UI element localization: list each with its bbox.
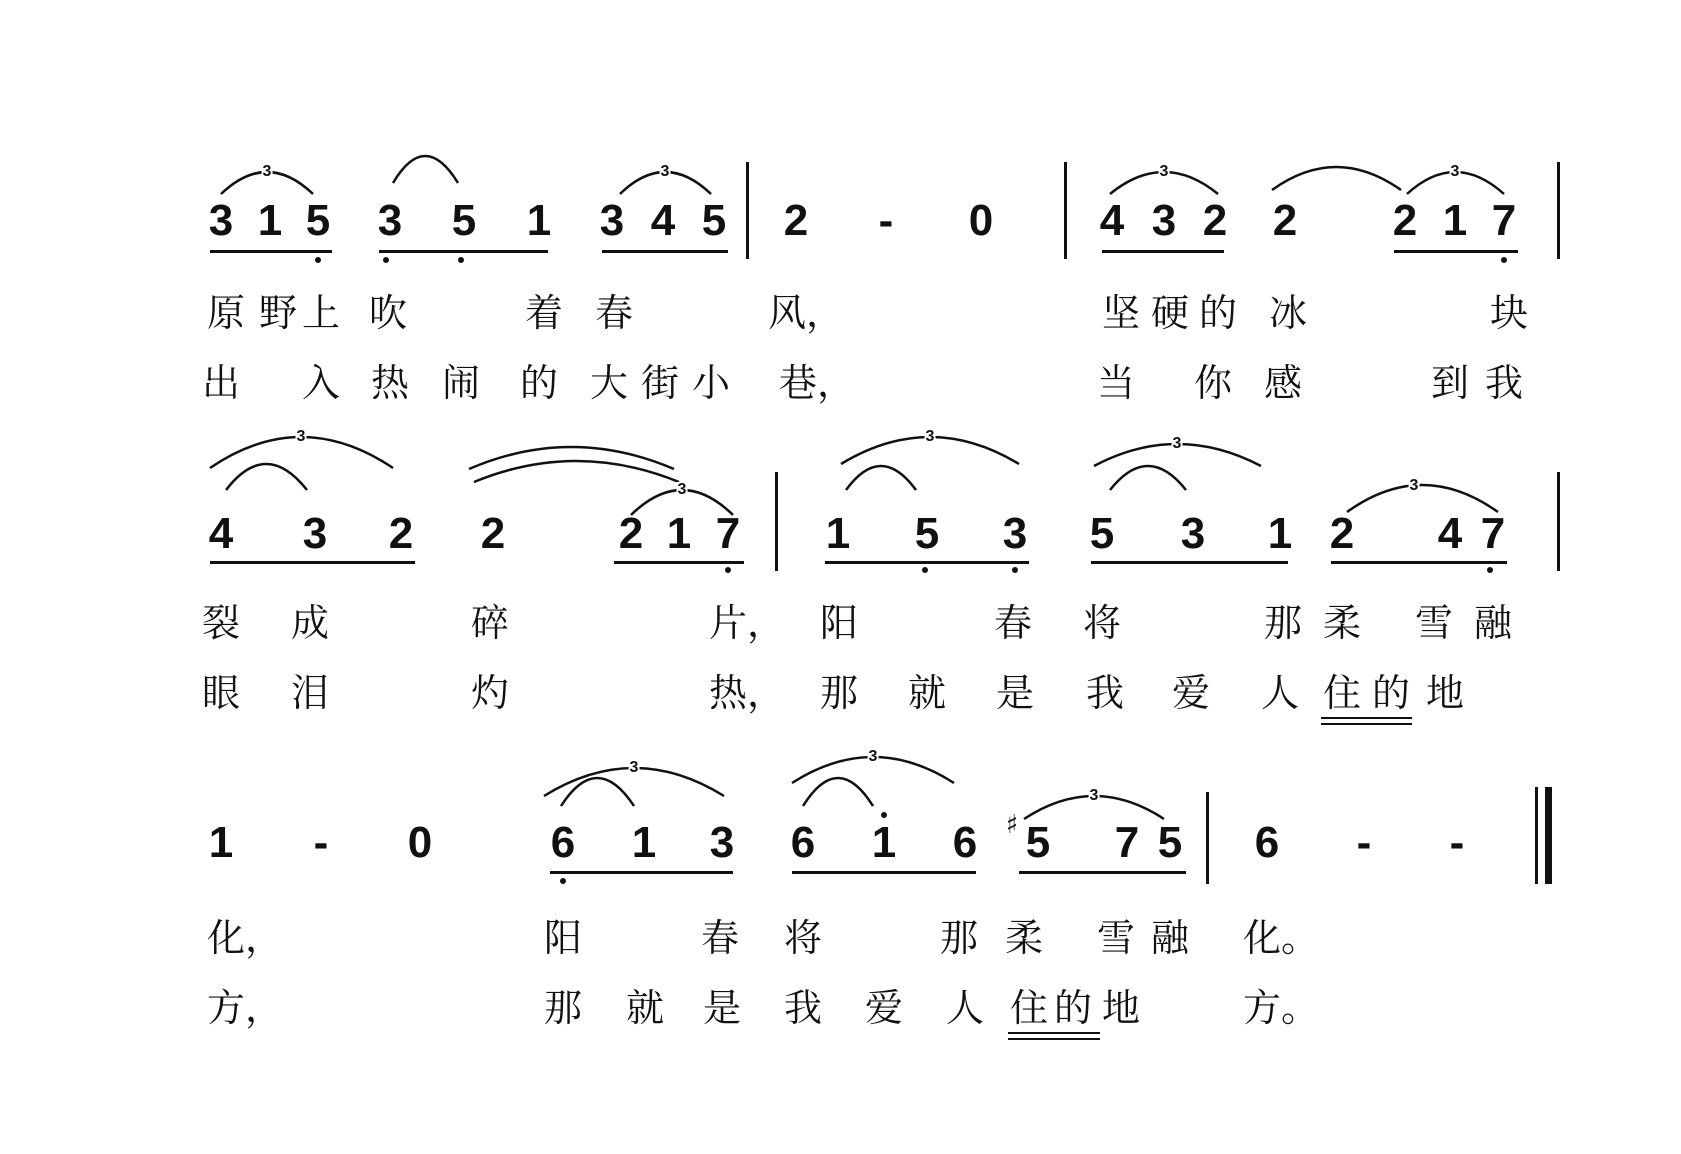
lyric-char: 入 xyxy=(302,361,341,405)
lyric-char: 那 xyxy=(820,671,859,715)
extension-dash: - xyxy=(1356,818,1372,867)
note: 5 xyxy=(914,509,940,558)
note: 1 xyxy=(1442,196,1468,245)
lyric-char: 冰 xyxy=(1269,291,1308,335)
triplet-number: 3 xyxy=(868,748,878,765)
lyric-char: 就 xyxy=(626,986,665,1030)
note: 4 xyxy=(208,509,234,558)
lyric-char: 硬 xyxy=(1151,291,1190,335)
lyric-char: 出 xyxy=(202,361,241,405)
lyric-char: 融 xyxy=(1151,916,1190,960)
lyric-char: 春 xyxy=(701,916,740,960)
lyric-char: 街 xyxy=(641,361,680,405)
triplet-slur xyxy=(1347,485,1498,512)
lyric-char: 方。 xyxy=(1243,986,1320,1030)
note: 7 xyxy=(1114,818,1140,867)
lyric-char: 就 xyxy=(908,671,947,715)
beam-underline xyxy=(1331,561,1507,564)
note: 5 xyxy=(1089,509,1115,558)
lyric-char: 到 xyxy=(1431,361,1470,405)
final-barline-thin xyxy=(1535,787,1538,884)
beam-underline xyxy=(550,871,733,874)
lyric-char: 裂 xyxy=(202,601,241,645)
note: 5 xyxy=(451,196,477,245)
lyric-char: 地 xyxy=(1426,671,1465,715)
lyric-char: 当 xyxy=(1097,361,1136,405)
note: 5 xyxy=(1025,818,1051,867)
octave-dot-above xyxy=(881,812,887,818)
lyric-char: 热， xyxy=(709,671,786,715)
lyric-char: 是 xyxy=(996,671,1035,715)
lyric-char: 着 xyxy=(525,291,564,335)
lyric-char: 融 xyxy=(1474,601,1513,645)
bar-line xyxy=(775,472,778,571)
lyric-double-underline xyxy=(1008,1038,1100,1040)
note: 7 xyxy=(1491,196,1517,245)
note: 6 xyxy=(790,818,816,867)
lyric-char: 阳 xyxy=(820,601,859,645)
lyric-char: 春 xyxy=(595,291,634,335)
triplet-number: 3 xyxy=(629,759,639,776)
lyric-char: 那 xyxy=(1264,601,1303,645)
lyric-char: 柔 xyxy=(1005,916,1044,960)
bar-line xyxy=(746,162,749,259)
note: 7 xyxy=(715,509,741,558)
note: 3 xyxy=(1002,509,1028,558)
lyric-double-underline xyxy=(1008,1032,1100,1034)
extension-dash: - xyxy=(313,818,329,867)
triplet-number: 3 xyxy=(262,163,272,180)
lyric-char: 爱 xyxy=(1172,671,1211,715)
beam-underline xyxy=(379,250,548,253)
lyric-char: 灼 xyxy=(471,671,510,715)
triplet-number: 3 xyxy=(660,163,670,180)
lyric-char: 柔 xyxy=(1323,601,1362,645)
lyric-char: 吹 xyxy=(369,291,408,335)
beam-underline xyxy=(1019,871,1186,874)
beam-underline xyxy=(614,561,744,564)
octave-dot-below xyxy=(383,257,389,263)
note: 1 xyxy=(825,509,851,558)
note: 2 xyxy=(480,509,506,558)
lyric-char: 爱 xyxy=(865,986,904,1030)
slur xyxy=(803,778,873,806)
octave-dot-below xyxy=(1501,257,1507,263)
lyric-char: 上 xyxy=(302,291,341,335)
note: 1 xyxy=(526,196,552,245)
lyric-char: 片， xyxy=(709,601,786,645)
lyric-char: 人 xyxy=(1261,671,1300,715)
octave-dot-below xyxy=(725,567,731,573)
rest-zero: 0 xyxy=(407,818,433,867)
triplet-number: 3 xyxy=(1159,163,1169,180)
note: 1 xyxy=(257,196,283,245)
slur xyxy=(393,156,458,183)
extension-dash: - xyxy=(878,196,894,245)
lyric-char: 雪 xyxy=(1415,601,1454,645)
slur xyxy=(474,461,679,482)
bar-line xyxy=(1064,162,1067,259)
lyric-char: 春 xyxy=(994,601,1033,645)
note: 4 xyxy=(1437,509,1463,558)
triplet-number: 3 xyxy=(1409,477,1419,494)
lyric-char: 将 xyxy=(1083,601,1122,645)
lyric-char: 的 xyxy=(1054,986,1093,1030)
octave-dot-below xyxy=(1487,567,1493,573)
note: 3 xyxy=(709,818,735,867)
lyric-char: 小 xyxy=(692,361,731,405)
lyric-char: 的 xyxy=(1199,291,1238,335)
note: 1 xyxy=(1267,509,1293,558)
final-barline-thick xyxy=(1545,787,1552,884)
beam-underline xyxy=(210,250,332,253)
lyric-char: 成 xyxy=(291,601,330,645)
beam-underline xyxy=(825,561,1029,564)
note: 6 xyxy=(1254,818,1280,867)
lyric-char: 住 xyxy=(1323,671,1362,715)
note: 2 xyxy=(1272,196,1298,245)
beam-underline xyxy=(210,561,415,564)
note: 5 xyxy=(701,196,727,245)
lyric-char: 碎 xyxy=(471,601,510,645)
bar-line xyxy=(1206,792,1209,884)
rest-zero: 0 xyxy=(968,196,994,245)
lyric-char: 住 xyxy=(1010,986,1049,1030)
lyric-char: 巷， xyxy=(779,361,856,405)
note: 2 xyxy=(1392,196,1418,245)
beam-underline xyxy=(1091,561,1288,564)
note: 2 xyxy=(388,509,414,558)
lyric-char: 野 xyxy=(259,291,298,335)
note: 3 xyxy=(1180,509,1206,558)
lyric-char: 我 xyxy=(1086,671,1125,715)
beam-underline xyxy=(602,250,728,253)
lyric-char: 泪 xyxy=(291,671,330,715)
lyric-char: 热 xyxy=(371,361,410,405)
note: 4 xyxy=(1099,196,1125,245)
lyric-char: 坚 xyxy=(1102,291,1141,335)
lyric-char: 闹 xyxy=(442,361,481,405)
note: 3 xyxy=(1151,196,1177,245)
slur xyxy=(469,447,674,469)
triplet-number: 3 xyxy=(677,481,687,498)
beam-underline xyxy=(1102,250,1224,253)
lyric-char: 那 xyxy=(940,916,979,960)
lyric-char: 是 xyxy=(703,986,742,1030)
note: 6 xyxy=(550,818,576,867)
slur xyxy=(846,466,916,490)
note: 7 xyxy=(1480,509,1506,558)
octave-dot-below xyxy=(315,257,321,263)
lyric-char: 原 xyxy=(207,291,246,335)
lyric-char: 人 xyxy=(946,986,985,1030)
note: 1 xyxy=(208,818,234,867)
note: 1 xyxy=(631,818,657,867)
extension-dash: - xyxy=(1449,818,1465,867)
note: 5 xyxy=(305,196,331,245)
triplet-number: 3 xyxy=(1172,435,1182,452)
lyric-char: 地 xyxy=(1102,986,1141,1030)
note: 2 xyxy=(783,196,809,245)
note: 2 xyxy=(618,509,644,558)
note: 1 xyxy=(666,509,692,558)
note: 3 xyxy=(208,196,234,245)
beam-underline xyxy=(792,871,976,874)
note: 2 xyxy=(1329,509,1355,558)
slur xyxy=(1110,466,1186,490)
lyric-char: 大 xyxy=(590,361,629,405)
lyric-char: 你 xyxy=(1194,361,1233,405)
lyric-char: 化， xyxy=(207,916,284,960)
beam-underline xyxy=(1394,250,1518,253)
lyric-char: 眼 xyxy=(202,671,241,715)
bar-line xyxy=(1557,472,1560,571)
lyric-char: 我 xyxy=(1485,361,1524,405)
note: 3 xyxy=(377,196,403,245)
lyric-double-underline xyxy=(1321,717,1412,719)
lyric-double-underline xyxy=(1321,723,1412,725)
note: 2 xyxy=(1202,196,1228,245)
lyric-char: 方， xyxy=(207,986,284,1030)
lyric-char: 雪 xyxy=(1097,916,1136,960)
sharp-sign: ♯ xyxy=(1005,810,1019,840)
triplet-number: 3 xyxy=(296,428,306,445)
slur xyxy=(1272,167,1401,190)
lyric-char: 的 xyxy=(1372,671,1411,715)
note: 3 xyxy=(599,196,625,245)
lyric-char: 块 xyxy=(1490,291,1529,335)
note: 3 xyxy=(302,509,328,558)
lyric-char: 将 xyxy=(784,916,823,960)
lyric-char: 我 xyxy=(784,986,823,1030)
slur xyxy=(226,464,307,490)
lyric-char: 感 xyxy=(1264,361,1303,405)
bar-line xyxy=(1557,162,1560,259)
triplet-number: 3 xyxy=(1089,787,1099,804)
note: 5 xyxy=(1157,818,1183,867)
lyric-char: 阳 xyxy=(544,916,583,960)
octave-dot-below xyxy=(922,567,928,573)
octave-dot-below xyxy=(458,257,464,263)
note: 4 xyxy=(650,196,676,245)
octave-dot-below xyxy=(1012,567,1018,573)
note: 6 xyxy=(952,818,978,867)
lyric-char: 风， xyxy=(768,291,845,335)
lyric-char: 那 xyxy=(544,986,583,1030)
triplet-number: 3 xyxy=(925,428,935,445)
lyric-char: 化。 xyxy=(1243,916,1320,960)
note: 1 xyxy=(871,818,897,867)
octave-dot-below xyxy=(560,878,566,884)
lyric-char: 的 xyxy=(520,361,559,405)
triplet-number: 3 xyxy=(1450,163,1460,180)
